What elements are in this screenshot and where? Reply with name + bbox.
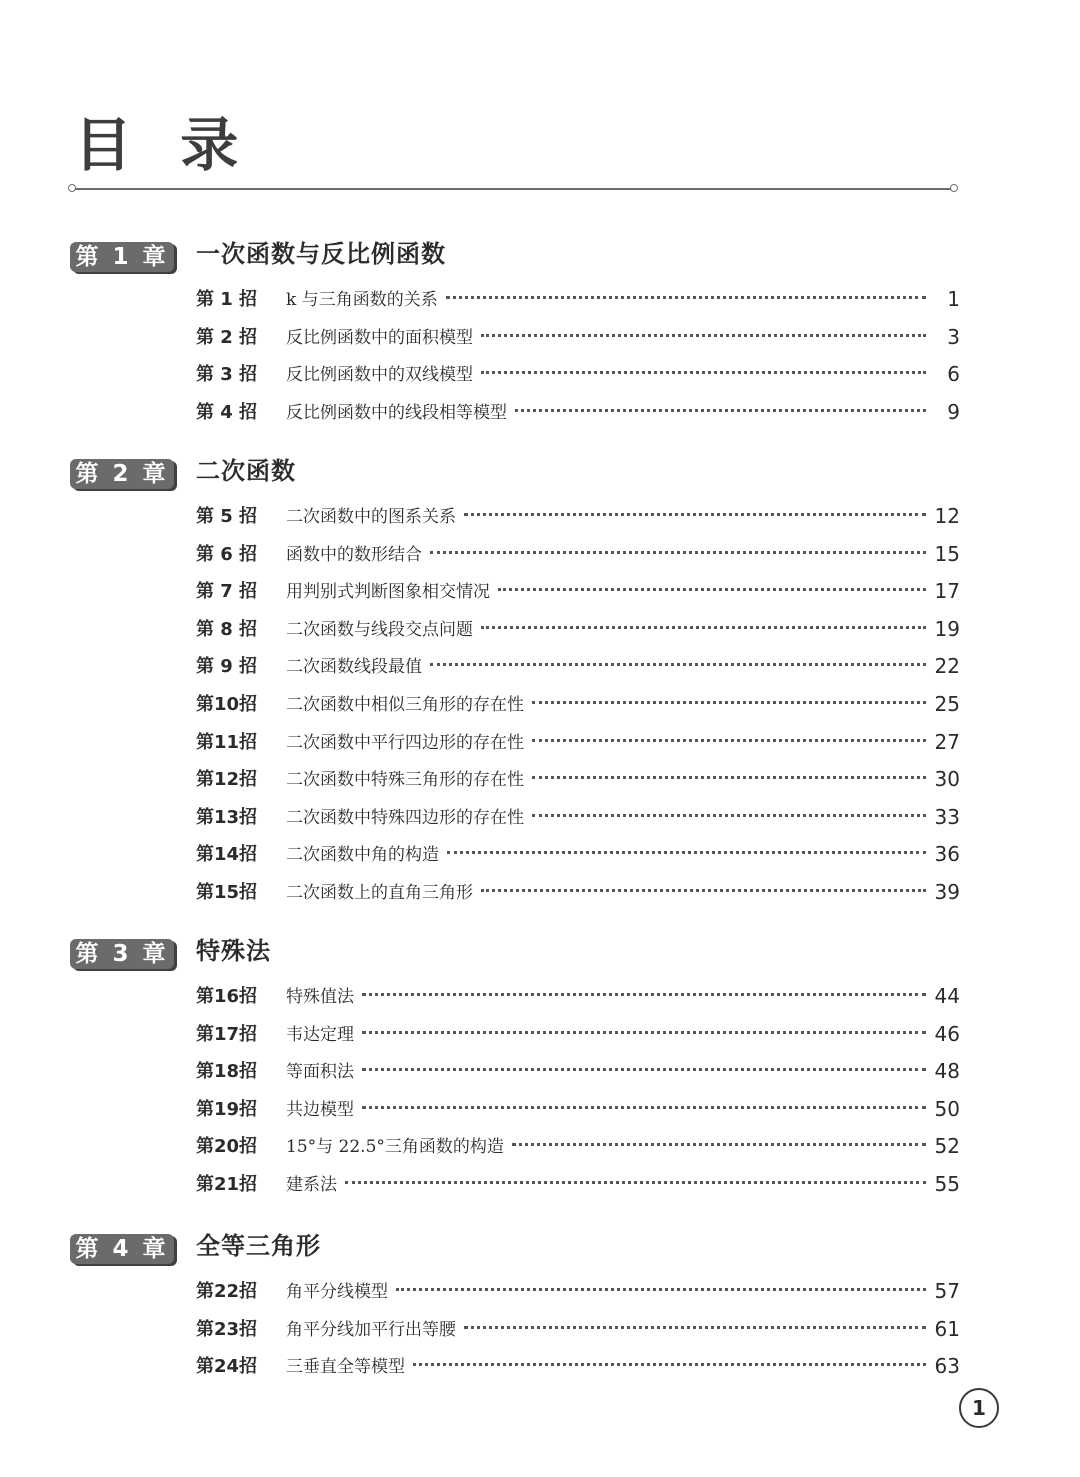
chapter-badge: 第 1 章: [70, 242, 174, 272]
toc-entry[interactable]: [0, 804, 1080, 842]
dot-leader: [532, 776, 926, 779]
entry-label: 第15招: [196, 881, 258, 903]
entry-label: 第 3 招: [196, 364, 258, 386]
page-number-circle: 1: [959, 1388, 999, 1428]
toc-entry[interactable]: [0, 653, 1080, 691]
entry-page-number: 57: [934, 1279, 960, 1303]
entry-label: 第 6 招: [196, 543, 258, 565]
entry-line: [286, 324, 926, 352]
entry-page-number: 36: [934, 842, 960, 867]
toc-entry[interactable]: [0, 729, 1080, 767]
entry-label: 第17招: [196, 1023, 258, 1045]
chapter-section: [0, 457, 1080, 917]
entry-label: 第21招: [196, 1173, 258, 1195]
chapter-badge: 第 2 章: [70, 459, 174, 489]
entry-line: [286, 399, 926, 427]
divider-end-dot-left: [68, 184, 76, 192]
entry-line: [286, 841, 926, 869]
entry-page-number: 46: [934, 1021, 960, 1046]
entry-line: [286, 729, 926, 757]
entry-page-number: 25: [934, 691, 960, 716]
entry-title: 角平分线加平行出等腰: [286, 1319, 456, 1340]
entry-label: 第18招: [196, 1061, 258, 1083]
entry-label: 第 4 招: [196, 401, 258, 423]
dot-leader: [481, 334, 926, 337]
entry-line: [286, 766, 926, 794]
toc-entry[interactable]: [0, 1316, 1080, 1354]
entry-title: 二次函数线段最值: [286, 657, 422, 678]
entry-line: [286, 983, 926, 1011]
entry-line: [286, 1133, 926, 1161]
entry-line: [286, 1021, 926, 1049]
entry-title: 二次函数中特殊四边形的存在性: [286, 807, 524, 828]
toc-entry[interactable]: [0, 1171, 1080, 1209]
entry-label: 第14招: [196, 844, 258, 866]
entry-label: 第22招: [196, 1281, 258, 1302]
entry-title: 特殊值法: [286, 987, 354, 1007]
entry-page-number: 12: [934, 504, 960, 528]
entry-page-number: 30: [934, 767, 960, 792]
dot-leader: [362, 993, 926, 996]
entry-title: 二次函数中特殊三角形的存在性: [286, 770, 524, 791]
dot-leader: [532, 701, 926, 704]
entry-line: [286, 653, 926, 681]
chapter-section: [0, 240, 1080, 436]
chapter-heading: [0, 240, 1080, 286]
dot-leader: [345, 1181, 926, 1184]
entry-label: 第 9 招: [196, 656, 258, 678]
entry-label: 第19招: [196, 1098, 258, 1120]
dot-leader: [512, 1143, 926, 1146]
entry-title: 二次函数与线段交点问题: [286, 619, 473, 640]
toc-entry[interactable]: [0, 983, 1080, 1021]
entry-title: 二次函数中平行四边形的存在性: [286, 732, 524, 753]
entry-title: 函数中的数形结合: [286, 544, 422, 565]
dot-leader: [498, 588, 926, 591]
entry-page-number: 22: [934, 654, 960, 679]
entry-label: 第 7 招: [196, 581, 258, 603]
entry-page-number: 9: [947, 399, 960, 424]
entry-page-number: 1: [947, 287, 960, 311]
entry-title: 韦达定理: [286, 1024, 354, 1045]
dot-leader: [447, 851, 926, 854]
entry-title: 二次函数上的直角三角形: [286, 882, 473, 903]
dot-leader: [515, 409, 926, 412]
page-title: 目 录: [74, 111, 253, 179]
entry-line: [286, 1171, 926, 1199]
chapter-title: 一次函数与反比例函数: [196, 240, 446, 268]
toc-entry[interactable]: [0, 399, 1080, 437]
toc-entry[interactable]: [0, 503, 1080, 541]
entry-page-number: 6: [947, 362, 960, 387]
dot-leader: [532, 739, 926, 742]
toc-entry[interactable]: [0, 879, 1080, 917]
entry-title: 反比例函数中的双线模型: [286, 365, 473, 386]
entry-title: 共边模型: [286, 1099, 354, 1120]
chapter-title: 二次函数: [196, 457, 296, 485]
toc-entry[interactable]: [0, 361, 1080, 399]
dot-leader: [362, 1031, 926, 1034]
toc-entry[interactable]: [0, 766, 1080, 804]
dot-leader: [481, 371, 926, 374]
entry-label: 第 2 招: [196, 326, 258, 348]
entry-line: [286, 541, 926, 569]
dot-leader: [430, 663, 926, 666]
toc-entry[interactable]: [0, 841, 1080, 879]
entry-title: 15°与 22.5°三角函数的构造: [286, 1137, 504, 1158]
entry-title: 用判别式判断图象相交情况: [286, 582, 490, 603]
toc-entry[interactable]: [0, 324, 1080, 362]
chapter-title: 全等三角形: [196, 1232, 321, 1260]
toc-entry[interactable]: [0, 1058, 1080, 1096]
entry-title: 二次函数中的图系关系: [286, 507, 456, 527]
entry-page-number: 50: [934, 1096, 960, 1121]
chapter-section: [0, 937, 1080, 1209]
entry-label: 第24招: [196, 1356, 258, 1378]
entry-title: 二次函数中相似三角形的存在性: [286, 694, 524, 715]
chapter-heading: [0, 937, 1080, 983]
entry-page-number: 61: [934, 1316, 960, 1341]
entry-title: k 与三角函数的关系: [286, 290, 438, 310]
entry-label: 第 8 招: [196, 618, 258, 640]
entry-line: [286, 1353, 926, 1381]
toc-entry[interactable]: [0, 616, 1080, 654]
entry-title: 等面积法: [286, 1062, 354, 1083]
dot-leader: [481, 626, 926, 629]
entry-label: 第13招: [196, 806, 258, 828]
entry-line: [286, 1278, 926, 1306]
entry-label: 第10招: [196, 693, 258, 715]
toc-entry[interactable]: [0, 1278, 1080, 1316]
toc-entry[interactable]: [0, 1096, 1080, 1134]
entry-line: [286, 578, 926, 606]
toc-entry[interactable]: [0, 578, 1080, 616]
entry-page-number: 17: [934, 579, 960, 604]
entry-label: 第 1 招: [196, 289, 258, 310]
entry-title: 建系法: [286, 1174, 337, 1195]
toc-entry[interactable]: [0, 1021, 1080, 1059]
entry-title: 反比例函数中的线段相等模型: [286, 402, 507, 423]
entry-line: [286, 361, 926, 389]
toc-entry[interactable]: [0, 1133, 1080, 1171]
entry-line: [286, 503, 926, 531]
entry-page-number: 48: [934, 1059, 960, 1084]
entry-label: 第23招: [196, 1318, 258, 1340]
entry-page-number: 33: [934, 804, 960, 829]
entry-line: [286, 286, 926, 314]
entry-title: 角平分线模型: [286, 1282, 388, 1302]
entry-label: 第 5 招: [196, 506, 258, 527]
entry-title: 三垂直全等模型: [286, 1357, 405, 1378]
dot-leader: [413, 1363, 926, 1366]
entry-label: 第11招: [196, 731, 258, 753]
divider-end-dot-right: [950, 184, 958, 192]
dot-leader: [464, 1326, 926, 1329]
chapter-heading: [0, 457, 1080, 503]
dot-leader: [446, 296, 926, 299]
entry-page-number: 39: [934, 879, 960, 904]
entry-line: [286, 616, 926, 644]
toc-entry[interactable]: [0, 541, 1080, 579]
dot-leader: [481, 889, 926, 892]
entry-line: [286, 1096, 926, 1124]
dot-leader: [396, 1288, 926, 1291]
title-divider: [72, 188, 954, 190]
chapter-section: [0, 1232, 1080, 1391]
entry-page-number: 55: [934, 1171, 960, 1196]
toc-entry[interactable]: [0, 1353, 1080, 1391]
chapter-badge: 第 3 章: [70, 939, 174, 969]
entry-title: 反比例函数中的面积模型: [286, 327, 473, 348]
entry-line: [286, 804, 926, 832]
entry-page-number: 19: [934, 616, 960, 641]
entry-page-number: 27: [934, 729, 960, 754]
entry-title: 二次函数中角的构造: [286, 845, 439, 866]
entry-page-number: 63: [934, 1354, 960, 1379]
dot-leader: [464, 513, 926, 516]
dot-leader: [430, 551, 926, 554]
entry-label: 第20招: [196, 1136, 258, 1158]
entry-line: [286, 879, 926, 907]
toc-entry[interactable]: [0, 286, 1080, 324]
entry-line: [286, 691, 926, 719]
dot-leader: [532, 814, 926, 817]
entry-page-number: 52: [934, 1134, 960, 1159]
entry-page-number: 3: [947, 324, 960, 349]
entry-line: [286, 1058, 926, 1086]
dot-leader: [362, 1068, 926, 1071]
chapter-title: 特殊法: [196, 937, 271, 965]
chapter-heading: [0, 1232, 1080, 1278]
chapter-badge: 第 4 章: [70, 1234, 174, 1264]
entry-page-number: 15: [934, 541, 960, 566]
entry-line: [286, 1316, 926, 1344]
toc-entry[interactable]: [0, 691, 1080, 729]
entry-label: 第12招: [196, 769, 258, 791]
entry-page-number: 44: [934, 984, 960, 1008]
dot-leader: [362, 1106, 926, 1109]
entry-label: 第16招: [196, 986, 258, 1007]
